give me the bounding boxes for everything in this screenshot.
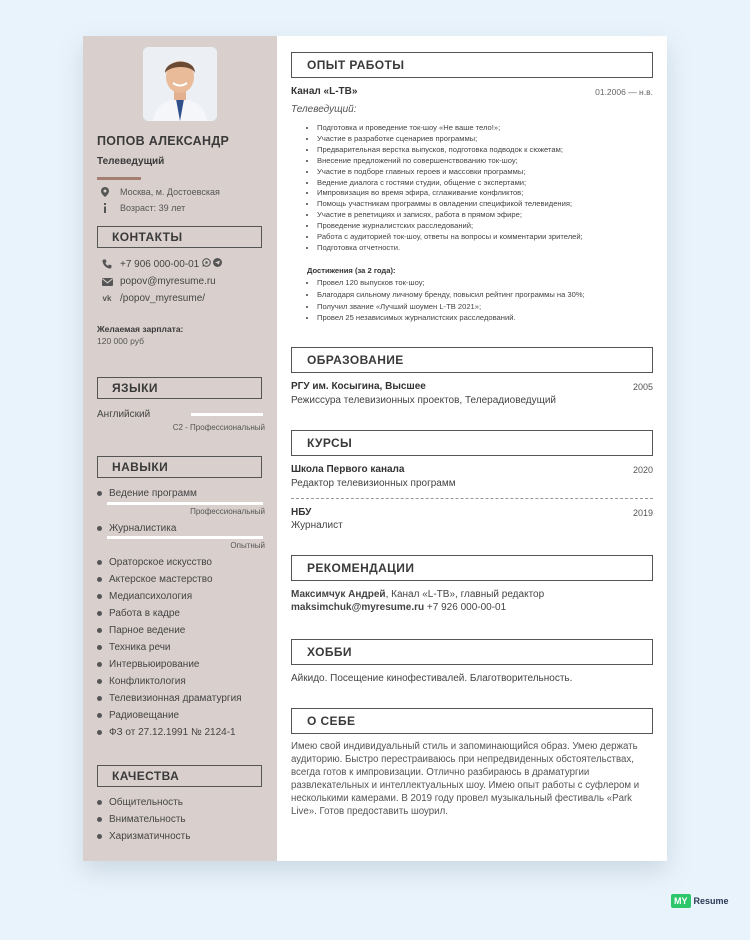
skill-name: Конфликтология xyxy=(109,676,186,687)
achievements-label: Достижения (за 2 года): xyxy=(307,266,396,275)
telegram-icon[interactable] xyxy=(213,258,222,270)
bullet xyxy=(97,645,102,650)
email-row xyxy=(100,276,216,287)
person-name: ПОПОВ АЛЕКСАНДР xyxy=(97,134,230,148)
education-school: РГУ им. Косыгина, Высшее xyxy=(291,381,426,392)
recommender-name: Максимчук Андрей xyxy=(291,589,386,600)
vk-icon: vk xyxy=(102,294,112,303)
bullet xyxy=(97,577,102,582)
logo-badge: MY xyxy=(671,894,691,908)
skill-item xyxy=(97,488,197,499)
bullet xyxy=(97,696,102,701)
phone-text[interactable]: +7 906 000-00-01 xyxy=(120,258,200,270)
bullet xyxy=(97,834,102,839)
recommender-email[interactable]: maksimchuk@myresume.ru xyxy=(291,602,425,613)
logo-word: Resume xyxy=(693,896,729,906)
salary-value: 120 000 руб xyxy=(97,336,144,346)
list-item: • Участие в подборе главных героев и массовки программы; xyxy=(317,167,662,178)
list-item: • Работа с аудиторией ток-шоу, ответы на вопросы и комментарии зрителей; xyxy=(317,232,662,243)
qualities-heading: КАЧЕСТВА xyxy=(97,765,262,787)
list-item: • Провел 25 независимых журналистских расследований. xyxy=(317,312,662,324)
language-name: Английский xyxy=(97,409,151,420)
quality-item xyxy=(97,814,186,825)
bullet xyxy=(97,730,102,735)
skill-level: Опытный xyxy=(230,541,265,550)
skill-name: Ведение программ xyxy=(109,488,197,499)
skill-name: Парное ведение xyxy=(109,625,186,636)
skill-name: ФЗ от 27.12.1991 № 2124-1 xyxy=(109,727,236,738)
quality-name: Общительность xyxy=(109,797,183,808)
skill-item xyxy=(97,523,176,534)
skill-item xyxy=(97,727,236,738)
recommender-contacts xyxy=(291,602,506,613)
duties-list xyxy=(305,123,662,254)
list-item: • Участие в разработке сценариев программы; xyxy=(317,134,662,145)
vk-row xyxy=(100,293,205,304)
phone-icon xyxy=(100,259,114,269)
education-year: 2005 xyxy=(632,382,653,392)
skill-item xyxy=(97,676,186,687)
course-desc: Журналист xyxy=(291,520,343,531)
age-text: Возраст: 39 лет xyxy=(120,203,186,213)
envelope-icon xyxy=(100,278,114,286)
phone-row xyxy=(100,258,222,270)
location-text: Москва, м. Достоевская xyxy=(120,187,220,197)
list-item: • Провел 120 выпусков ток-шоу; xyxy=(317,277,662,289)
bullet xyxy=(97,800,102,805)
whatsapp-icon[interactable] xyxy=(202,258,211,270)
education-program: Режиссура телевизионных проектов, Телерадиоведущий xyxy=(291,395,557,406)
location-row xyxy=(99,187,220,197)
experience-heading: ОПЫТ РАБОТЫ xyxy=(291,52,653,78)
language-level: C2 - Профессиональный xyxy=(172,423,265,432)
recommender-line xyxy=(291,589,544,600)
list-item: • Участие в репетициях и записях, работа в прямом эфире; xyxy=(317,210,662,221)
bullet xyxy=(97,713,102,718)
education-heading: ОБРАЗОВАНИЕ xyxy=(291,347,653,373)
vk-text[interactable]: /popov_myresume/ xyxy=(120,293,206,304)
skill-level-bar xyxy=(107,536,263,539)
list-item: • Подготовка и проведение ток-шоу «Не ваше тело!»; xyxy=(317,123,662,134)
bullet xyxy=(97,594,102,599)
salary-label: Желаемая зарплата: xyxy=(97,324,184,334)
skill-item xyxy=(97,557,212,568)
accent-underline xyxy=(97,177,141,180)
list-item: • Благодаря сильному личному бренду, повысил рейтинг программы на 30%; xyxy=(317,289,662,301)
recommendations-heading: РЕКОМЕНДАЦИИ xyxy=(291,555,653,581)
bullet xyxy=(97,526,102,531)
skill-name: Работа в кадре xyxy=(109,608,180,619)
course-year: 2020 xyxy=(632,465,653,475)
course-title: НБУ xyxy=(291,507,312,518)
courses-heading: КУРСЫ xyxy=(291,430,653,456)
about-text: Имею свой индивидуальный стиль и запоминающийся образ. Умею держать аудиторию. Быстро перестраиваюсь при непредвиденных обстоятельствах, всегда готов к импровизации. Отлично разбираюсь в драматургии развлекательных и интеллектуальных шоу. Имею опыт работы с суфлером и несколькими камерами. В 2019 году провел музыкальный фестиваль «Park Live». Готов предоставить шоурил. xyxy=(291,741,640,817)
skill-item xyxy=(97,591,192,602)
skill-name: Журналистика xyxy=(109,523,177,534)
recommender-phone: +7 926 000-00-01 xyxy=(424,602,507,613)
job-dates: 01.2006 — н.в. xyxy=(595,87,653,97)
list-item: • Подготовка отчетности. xyxy=(317,243,662,254)
skill-name: Телевизионная драматургия xyxy=(109,693,242,704)
bullet xyxy=(97,560,102,565)
languages-heading: ЯЗЫКИ xyxy=(97,377,262,399)
skill-name: Интервьюирование xyxy=(109,659,200,670)
bullet xyxy=(97,491,102,496)
skill-item xyxy=(97,659,199,670)
profile-photo xyxy=(143,47,217,121)
skill-level-bar xyxy=(107,502,263,505)
hobbies-heading: ХОББИ xyxy=(291,639,653,665)
quality-item xyxy=(97,797,183,808)
quality-name: Внимательность xyxy=(109,814,186,825)
about-heading: О СЕБЕ xyxy=(291,708,653,734)
bullet xyxy=(97,628,102,633)
course-year: 2019 xyxy=(632,508,653,518)
skill-name: Техника речи xyxy=(109,642,171,653)
contacts-heading: КОНТАКТЫ xyxy=(97,226,262,248)
recommender-details: , Канал «L-ТВ», главный редактор xyxy=(385,589,545,600)
skill-name: Медиапсихология xyxy=(109,591,193,602)
hobbies-text: Айкидо. Посещение кинофестивалей. Благотворительность. xyxy=(291,673,573,684)
skill-item xyxy=(97,642,171,653)
skill-item xyxy=(97,608,180,619)
person-role: Телеведущий xyxy=(97,156,165,167)
list-item: • Помощь участникам программы в овладении спецификой телевидения; xyxy=(317,199,662,210)
quality-item xyxy=(97,831,190,842)
list-item: • Проведение журналистских расследований; xyxy=(317,221,662,232)
skills-heading: НАВЫКИ xyxy=(97,456,262,478)
info-icon xyxy=(99,203,111,213)
job-position: Телеведущий: xyxy=(291,104,357,115)
list-item: • Получил звание «Лучший шоумен L-ТВ 2021»; xyxy=(317,301,662,313)
location-pin-icon xyxy=(99,187,111,197)
bullet xyxy=(97,662,102,667)
bullet xyxy=(97,817,102,822)
resume-page xyxy=(83,36,667,861)
list-item: • Предварительная верстка выпусков, подготовка подводок к сюжетам; xyxy=(317,145,662,156)
skill-level: Профессиональный xyxy=(190,507,265,516)
language-level-bar xyxy=(191,413,263,416)
skill-item xyxy=(97,625,185,636)
skill-name: Актерское мастерство xyxy=(109,574,213,585)
company-name: Канал «L-ТВ» xyxy=(291,86,358,97)
skill-name: Ораторское искусство xyxy=(109,557,212,568)
myresume-logo xyxy=(671,894,729,908)
bullet xyxy=(97,679,102,684)
skill-item xyxy=(97,693,242,704)
bullet xyxy=(97,611,102,616)
list-item: • Импровизация во время эфира, сглаживание конфликтов; xyxy=(317,188,662,199)
sidebar xyxy=(83,36,277,861)
divider xyxy=(291,498,653,499)
achievements-list xyxy=(305,277,662,324)
course-title: Школа Первого канала xyxy=(291,464,405,475)
course-desc: Редактор телевизионных программ xyxy=(291,478,456,489)
email-text[interactable]: popov@myresume.ru xyxy=(120,276,216,287)
age-row xyxy=(99,203,185,213)
skill-item xyxy=(97,710,179,721)
skill-name: Радиовещание xyxy=(109,710,180,721)
quality-name: Харизматичность xyxy=(109,831,191,842)
list-item: • Ведение диалога с гостями студии, общение с экспертами; xyxy=(317,178,662,189)
list-item: • Внесение предложений по совершенствованию ток-шоу; xyxy=(317,156,662,167)
skill-item xyxy=(97,574,213,585)
